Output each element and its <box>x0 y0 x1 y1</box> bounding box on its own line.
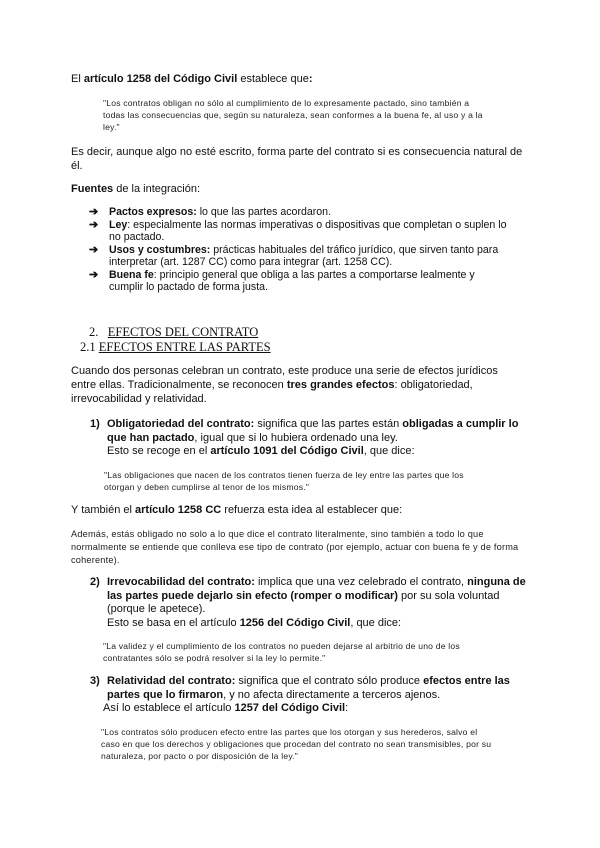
item-reference <box>90 445 530 459</box>
source-title: Ley <box>109 218 128 231</box>
list-item <box>89 269 509 294</box>
source-text: : especialmente las normas imperativas o dispositivas que completan o suplen lo no pactado. <box>109 218 507 243</box>
ref-text: Esto se basa en el artículo <box>107 616 240 629</box>
section-heading-2 <box>89 325 258 340</box>
item-text-part: significa que el contrato sólo produce <box>235 675 424 687</box>
effect-item-3 <box>90 675 530 716</box>
fuentes-bold: Fuentes <box>71 183 114 195</box>
ref-text-post: , que dice: <box>350 616 402 629</box>
para-text: Y también el <box>71 504 136 516</box>
intro-colon: : <box>308 73 313 85</box>
intro-text-post: establece que <box>237 73 309 85</box>
section-number: 2.1 <box>80 340 96 354</box>
item-bold-part: ninguna de las partes puede dejarlo sin efecto (romper o modificar) <box>107 576 526 602</box>
arrow-right-icon: ➔ <box>89 218 99 231</box>
item-bold-part: obligadas a cumplir lo que han pactado <box>107 418 519 444</box>
para-bold: artículo 1258 CC <box>135 504 222 516</box>
arrow-right-icon: ➔ <box>89 243 99 256</box>
item-text <box>90 418 530 445</box>
item-text <box>90 675 530 702</box>
intro-paragraph <box>71 72 541 86</box>
para-text: Cuando dos personas celebran un contrato, este produce una serie de efectos jurídicos entre ellas. Tradicionalmente, se reconocen <box>71 365 498 391</box>
list-item <box>89 219 509 244</box>
list-item <box>89 206 509 219</box>
quote-article-1258: "Los contratos obligan no sólo al cumplimiento de lo expresamente pactado, sino también a todas las consecuencias que, según su naturaleza, sean conformes a la buena fe, al uso y a la ley." <box>103 98 483 132</box>
effect-item-2 <box>90 576 530 630</box>
item-title: Relatividad del contrato: <box>107 675 236 687</box>
ref-text: Así lo establece el artículo <box>103 702 235 714</box>
para-text-post: : obligatoriedad, irrevocabilidad y relatividad. <box>71 379 473 405</box>
section-title: EFECTOS ENTRE LAS PARTES <box>98 340 271 354</box>
item-bold-part: efectos entre las partes que lo firmaron <box>107 675 510 701</box>
source-text: : principio general que obliga a las partes a comportarse lealmente y cumplir lo pactado de forma justa. <box>109 268 475 293</box>
source-title: Buena fe <box>109 268 154 281</box>
item-text-part: , y no afecta directamente a terceros ajenos. <box>223 688 441 701</box>
intro-text: El <box>71 73 84 85</box>
para-text-post: refuerza esta idea al establecer que: <box>221 504 403 516</box>
list-item <box>89 244 509 269</box>
paragraph-1258-ref <box>71 503 531 517</box>
ref-bold: 1257 del Código Civil <box>234 702 346 714</box>
arrow-right-icon: ➔ <box>89 206 99 218</box>
item-number: 3) <box>90 675 100 687</box>
paragraph-effects-intro <box>71 364 511 406</box>
effect-item-1 <box>90 418 530 459</box>
source-title: Pactos expresos: <box>109 206 197 218</box>
source-title: Usos y costumbres: <box>109 243 211 256</box>
para-bold: tres grandes efectos <box>286 379 395 391</box>
item-text <box>90 576 530 617</box>
section-title: EFECTOS DEL CONTRATO <box>107 325 259 339</box>
sources-list <box>89 206 509 294</box>
ref-text-post: : <box>345 702 349 714</box>
arrow-right-icon: ➔ <box>89 268 99 281</box>
section-heading-2-1 <box>80 340 271 355</box>
ref-text-post: , que dice: <box>363 445 415 457</box>
paragraph-explanation: Es decir, aunque algo no esté escrito, forma parte del contrato si es consecuencia natural de él. <box>71 146 523 172</box>
item-number: 2) <box>90 576 100 588</box>
item-text-part: implica que una vez celebrado el contrato, <box>254 576 468 588</box>
item-title: Obligatoriedad del contrato: <box>107 418 255 430</box>
intro-bold: artículo 1258 del Código Civil <box>83 73 238 85</box>
item-text-part: por su sola voluntad (porque le apetece). <box>107 589 500 615</box>
item-reference <box>90 617 530 631</box>
ref-text: Esto se recoge en el <box>107 445 211 457</box>
item-text-part: significa que las partes están <box>254 418 403 430</box>
quote-article-1257: "Los contratos sólo producen efecto entre las partes que los otorgan y sus herederos, salvo el caso en que los derechos y obligaciones que procedan del contrato no sean transmisibles, por su naturaleza, por pacto o por disposición de la ley." <box>101 727 492 761</box>
item-title: Irrevocabilidad del contrato: <box>107 576 255 588</box>
item-text-part: , igual que si lo hubiera ordenado una ley. <box>194 431 398 444</box>
item-number: 1) <box>90 418 100 430</box>
quote-article-1091: "Las obligaciones que nacen de los contratos tienen fuerza de ley entre las partes que los otorgan y deben cumplirse al tenor de los mismos." <box>104 470 464 492</box>
source-text: lo que las partes acordaron. <box>196 206 332 218</box>
source-text: prácticas habituales del tráfico jurídico, que sirven tanto para interpretar (art. 1287 CC) como para integrar (art. 1258 CC). <box>109 243 499 268</box>
fuentes-rest: de la integración: <box>113 183 201 195</box>
fuentes-heading <box>71 182 531 196</box>
item-reference <box>90 702 530 716</box>
quote-article-1256: "La validez y el cumplimiento de los contratos no pueden dejarse al arbitrio de uno de los contratantes sólo se podrá resolver si la ley lo permite." <box>103 641 460 663</box>
ref-bold: artículo 1091 del Código Civil <box>210 445 364 457</box>
section-number: 2. <box>89 325 99 339</box>
paragraph-clarification: Además, estás obligado no solo a lo que dice el contrato literalmente, sino también a todo lo que normalmente se entiende que conlleva ese tipo de contrato (por ejemplo, actuar con buena fe y de forma coherente). <box>71 529 519 565</box>
ref-bold: 1256 del Código Civil <box>239 616 351 629</box>
